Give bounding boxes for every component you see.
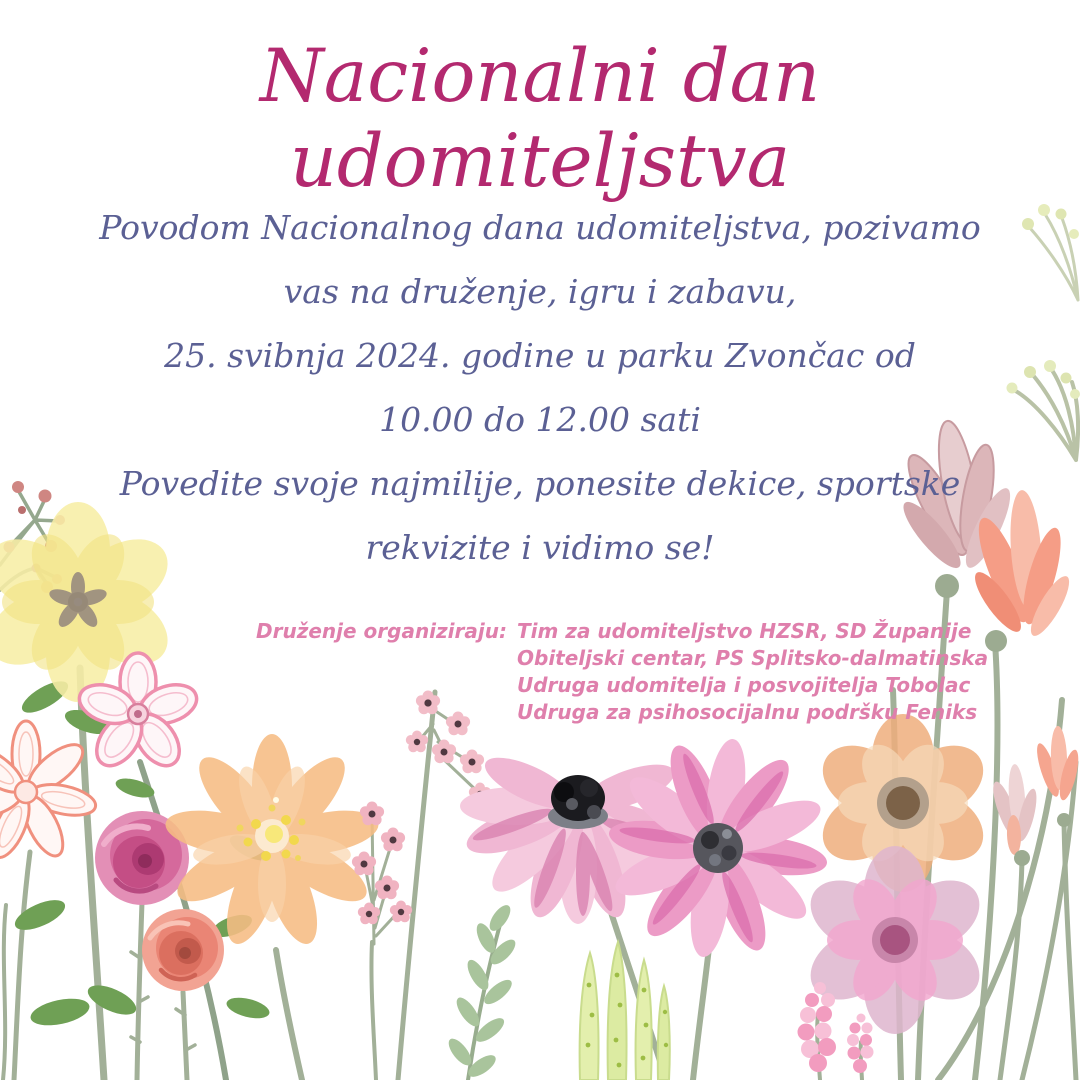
organizers-list [517, 618, 988, 726]
invitation-line: rekvizite i vidimo se! [365, 528, 715, 567]
organizer-item: Tim za udomiteljstvo HZSR, SD Županije [517, 619, 972, 643]
page-title: Nacionalni dan udomiteljstva [259, 34, 821, 204]
invitation-line: vas na druženje, igru i zabavu, [283, 272, 797, 311]
organizers-label: Druženje organiziraju: [256, 619, 507, 643]
organizer-item: Udruga udomitelja i posvojitelja Tobolac [517, 673, 971, 697]
invitation-text [0, 196, 1080, 580]
invitation-line: 25. svibnja 2024. godine u parku Zvončac od [164, 336, 916, 375]
organizer-item: Udruga za psihosocijalnu podršku Feniks [517, 700, 978, 724]
invitation-line: 10.00 do 12.00 sati [379, 400, 701, 439]
organizers-block [256, 618, 988, 726]
coneflower-center [693, 823, 743, 873]
salmon-rose [142, 909, 224, 991]
invitation-line: Povodom Nacionalnog dana udomiteljstva, pozivamo [99, 208, 981, 247]
invitation-line: Povedite svoje najmilije, ponesite dekice, sportske [119, 464, 961, 503]
organizer-item: Obiteljski centar, PS Splitsko-dalmatinska [517, 646, 989, 670]
